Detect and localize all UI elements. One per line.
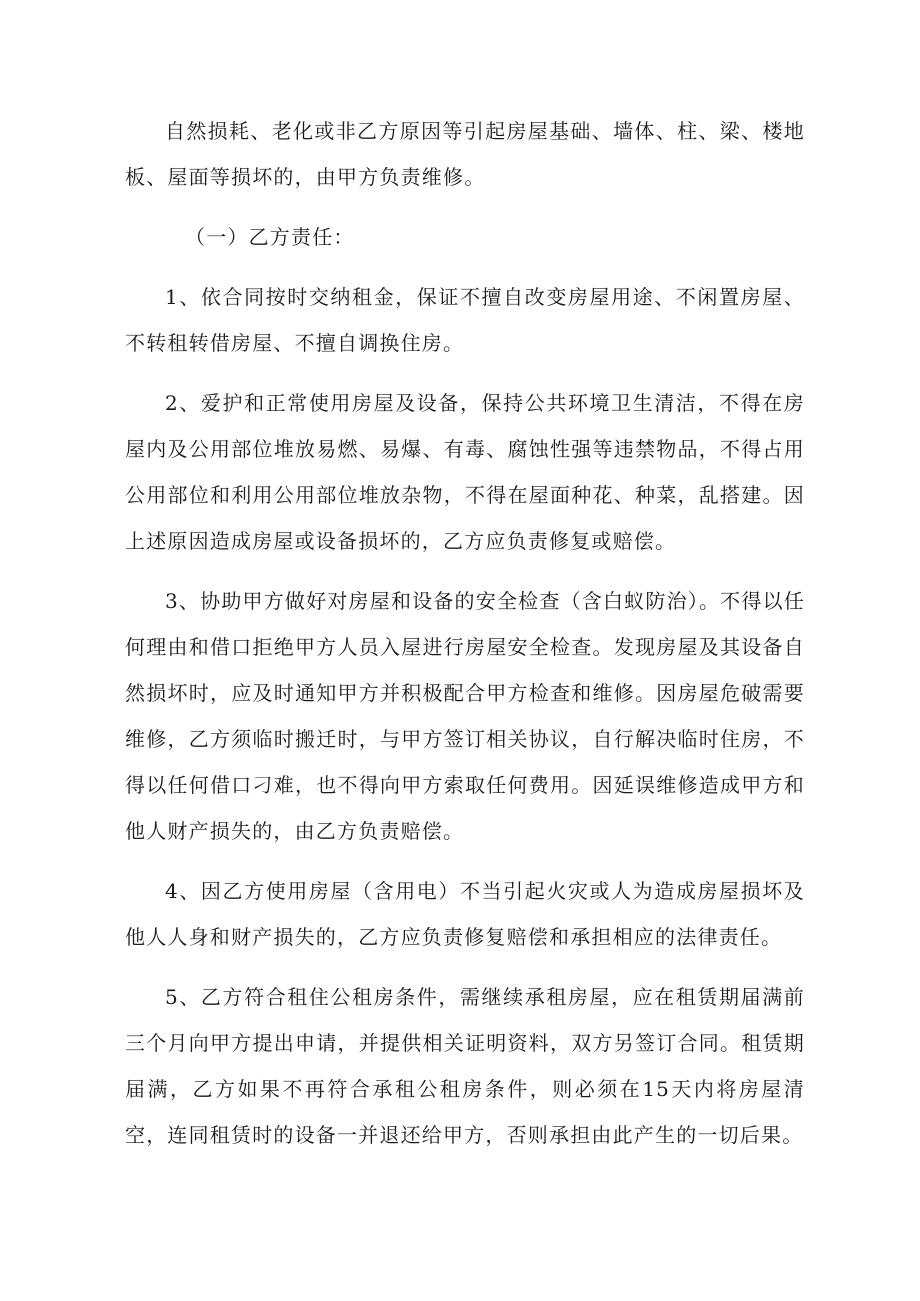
paragraph-clause-3: 3、协助甲方做好对房屋和设备的安全检查（含白蚁防治）。不得以任何理由和借口拒绝甲方人员入屋进行房屋安全检查。发现房屋及其设备自然损坏时，应及时通知甲方并积极配合甲方检查和维修。因房屋危破需要维修，乙方须临时搬迁时，与甲方签订相关协议，自行解决临时住房，不得以任何借口刁难，也不得向甲方索取任何费用。因延误维修造成甲方和他人财产损失的，由乙方负责赔偿。 [125,589,805,843]
paragraph-clause-2: 2、爱护和正常使用房屋及设备，保持公共环境卫生清洁，不得在房屋内及公用部位堆放易燃、易爆、有毒、腐蚀性强等违禁物品，不得占用公用部位和利用公用部位堆放杂物，不得在屋面种花、种菜，乱搭建。因上述原因造成房屋或设备损坏的，乙方应负责修复或赔偿。 [125,391,805,553]
paragraph-clause-5: 5、乙方符合租住公租房条件，需继续承租房屋，应在租赁期届满前三个月向甲方提出申请，并提供相关证明资料，双方另签订合同。租赁期届满，乙方如果不再符合承租公租房条件，则必须在15天内将房屋清空，连同租赁时的设备一并退还给甲方，否则承担由此产生的一切后果。 [125,985,805,1147]
section-heading-tenant-duties: （一）乙方责任： [185,225,355,249]
paragraph-landlord-repair: 自然损耗、老化或非乙方原因等引起房屋基础、墙体、柱、梁、楼地板、屋面等损坏的，由甲方负责维修。 [125,119,805,189]
paragraph-clause-1: 1、依合同按时交纳租金，保证不擅自改变房屋用途、不闲置房屋、不转租转借房屋、不擅自调换住房。 [125,285,805,355]
document-body [125,108,805,1172]
paragraph-clause-4: 4、因乙方使用房屋（含用电）不当引起火灾或人为造成房屋损坏及他人人身和财产损失的，乙方应负责修复赔偿和承担相应的法律责任。 [125,879,805,949]
